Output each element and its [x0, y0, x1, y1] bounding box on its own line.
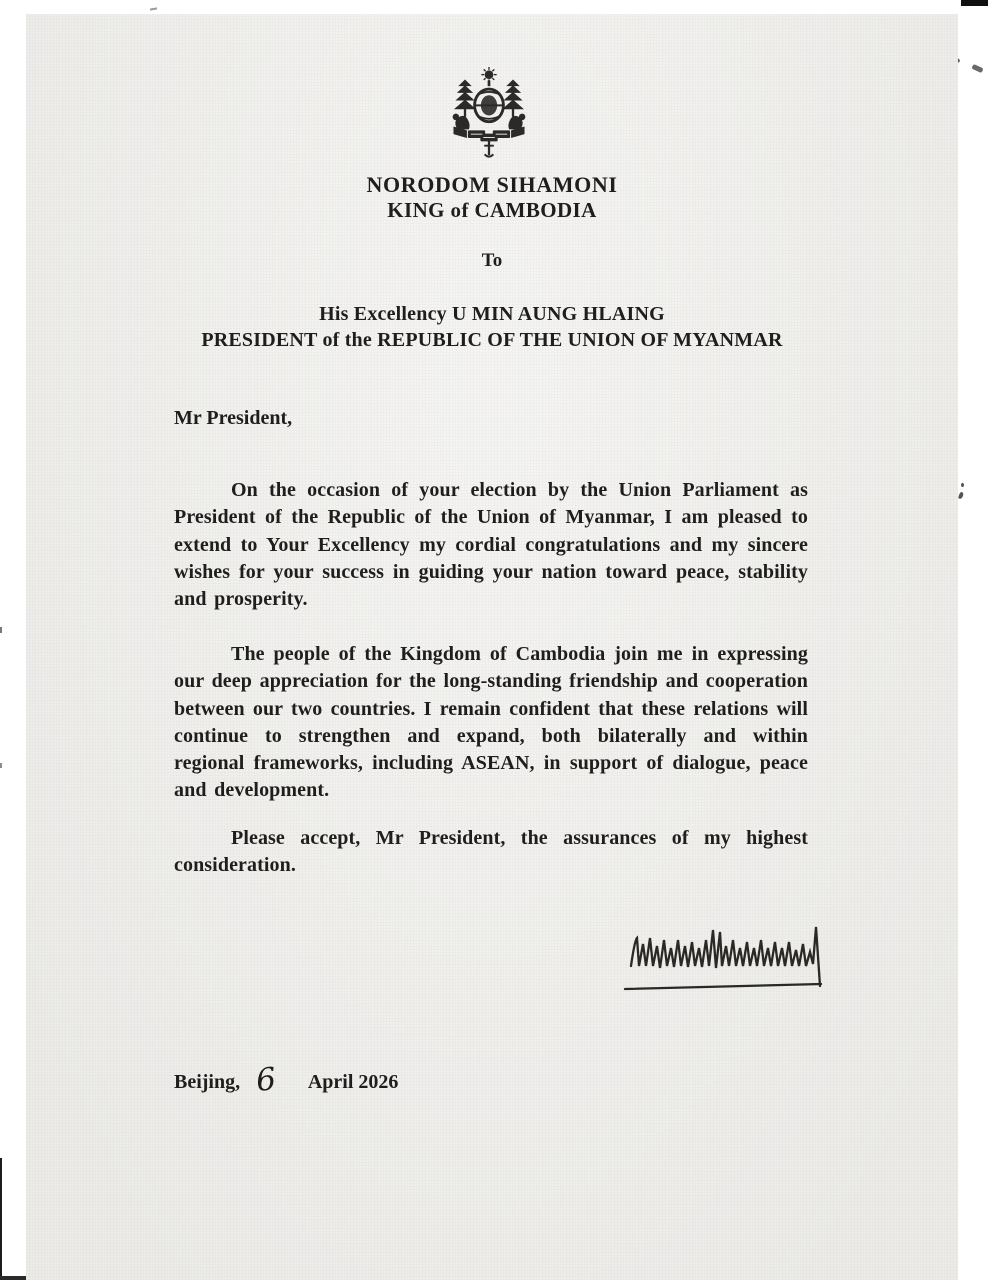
signature-scrawl [621, 922, 843, 1000]
dateline-month-year: April 2026 [307, 1071, 399, 1093]
to-label: To [481, 250, 503, 271]
dateline-day-handwritten: 6 [254, 1061, 278, 1099]
letter-paragraph: The people of the Kingdom of Cambodia join me in expressing our deep appreciation for the long-standing friendship and cooperation between our two countries. I remain confident that these relations will continue to strengthen and expand, both bilaterally and within regional frameworks, including ASEAN, in support of dialogue, peace and development. [174, 643, 808, 802]
scan-artifact [150, 7, 157, 10]
scan-artifact [961, 0, 988, 6]
dateline [174, 1060, 399, 1099]
recipient-block [26, 301, 958, 353]
letterhead-name: NORODOM SIHAMONI [366, 172, 618, 197]
letter-page [26, 14, 958, 1280]
royal-arms-of-cambodia-crest [443, 66, 535, 162]
letterhead-title: KING of CAMBODIA [387, 198, 597, 222]
scan-artifact [971, 64, 983, 73]
scan-artifact [0, 1158, 2, 1280]
scan-artifact [0, 627, 2, 633]
salutation: Mr President, [174, 407, 293, 429]
recipient-title: PRESIDENT of the REPUBLIC OF THE UNION OF MYANMAR [201, 329, 783, 351]
letter-paragraph: Please accept, Mr President, the assurances of my highest consideration. [174, 827, 808, 877]
scan-artifact [0, 763, 2, 768]
recipient-name: His Excellency U MIN AUNG HLAING [319, 303, 665, 325]
scan-artifact [961, 483, 964, 487]
letter-paragraph: On the occasion of your election by the Union Parliament as President of the Republic of the Union of Myanmar, I am pleased to extend to Your Excellency my cordial congratulations and my sincere wishes for your success in guiding your nation toward peace, stability and prosperity. [174, 479, 808, 611]
scan-artifact [958, 492, 964, 500]
dateline-place: Beijing, [174, 1071, 241, 1093]
